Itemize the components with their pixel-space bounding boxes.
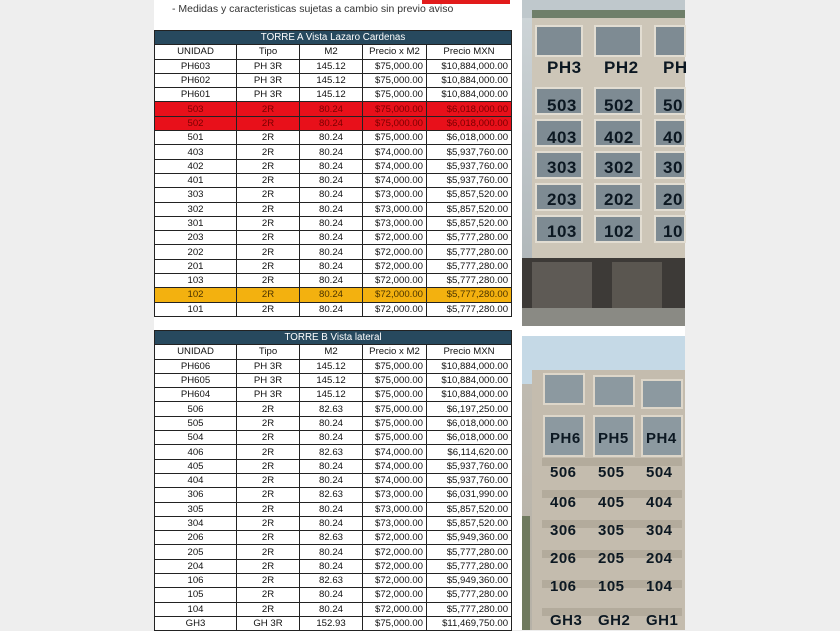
table-row [155,488,512,502]
render-unit-label: 105 [598,578,625,595]
unit-cell: 106 [155,574,237,588]
price-per-m2-cell: $73,000.00 [363,502,427,516]
price-per-m2-cell: $75,000.00 [363,88,427,102]
type-cell: 2R [237,473,300,487]
price-cell: $6,018,000.00 [427,131,512,145]
type-cell: 2R [237,259,300,273]
render-unit-label: 406 [550,494,577,511]
table-row [155,588,512,602]
tower-a-header-row [155,45,512,59]
render-unit-label: 205 [598,550,625,567]
price-per-m2-cell: $72,000.00 [363,602,427,616]
unit-cell: 102 [155,288,237,302]
unit-cell: 203 [155,231,237,245]
render-unit-label: 506 [550,464,577,481]
table-row [155,545,512,559]
render-unit-label: 102 [604,222,634,241]
render-unit-label: 103 [547,222,577,241]
price-per-m2-cell: $72,000.00 [363,259,427,273]
area-cell: 80.24 [300,274,363,288]
table-row [155,473,512,487]
type-cell: 2R [237,145,300,159]
unit-cell: 402 [155,159,237,173]
type-cell: 2R [237,488,300,502]
area-cell: 80.24 [300,173,363,187]
price-per-m2-cell: $72,000.00 [363,302,427,316]
render-unit-label: 402 [604,128,634,147]
price-cell: $5,949,360.00 [427,574,512,588]
unit-cell: 103 [155,274,237,288]
table-row [155,259,512,273]
table-row [155,359,512,373]
unit-cell: 506 [155,402,237,416]
area-cell: 82.63 [300,402,363,416]
area-cell: 145.12 [300,59,363,73]
price-cell: $5,937,760.00 [427,159,512,173]
table-row [155,288,512,302]
table-row [155,59,512,73]
render-unit-label: PH5 [598,430,629,447]
render-unit-label: 503 [547,96,577,115]
price-cell: $10,884,000.00 [427,388,512,402]
area-cell: 80.24 [300,202,363,216]
area-cell: 80.24 [300,131,363,145]
area-cell: 80.24 [300,216,363,230]
price-cell: $5,777,280.00 [427,302,512,316]
type-cell: PH 3R [237,359,300,373]
table-row [155,231,512,245]
render-unit-label: 206 [550,550,577,567]
area-cell: 80.24 [300,588,363,602]
price-per-m2-cell: $75,000.00 [363,388,427,402]
tower-b-render-image [522,336,685,630]
column-header: Precio MXN [427,45,512,59]
area-cell: 82.63 [300,574,363,588]
type-cell: 2R [237,188,300,202]
type-cell: 2R [237,131,300,145]
type-cell: PH 3R [237,373,300,387]
type-cell: 2R [237,445,300,459]
area-cell: 80.24 [300,602,363,616]
price-cell: $5,857,520.00 [427,202,512,216]
price-cell: $5,937,760.00 [427,473,512,487]
unit-cell: 104 [155,602,237,616]
table-row [155,245,512,259]
unit-cell: 204 [155,559,237,573]
area-cell: 80.24 [300,116,363,130]
price-per-m2-cell: $75,000.00 [363,373,427,387]
price-list-sheet [154,0,688,630]
unit-cell: 305 [155,502,237,516]
area-cell: 145.12 [300,359,363,373]
unit-cell: GH3 [155,616,237,630]
price-per-m2-cell: $72,000.00 [363,245,427,259]
price-cell: $5,777,280.00 [427,602,512,616]
price-cell: $6,018,000.00 [427,116,512,130]
price-per-m2-cell: $75,000.00 [363,59,427,73]
price-per-m2-cell: $73,000.00 [363,202,427,216]
price-cell: $10,884,000.00 [427,373,512,387]
render-unit-label: PH4 [646,430,677,447]
unit-cell: 404 [155,473,237,487]
price-cell: $5,777,280.00 [427,231,512,245]
price-cell: $10,884,000.00 [427,88,512,102]
price-per-m2-cell: $75,000.00 [363,102,427,116]
area-cell: 80.24 [300,559,363,573]
render-unit-label: 403 [547,128,577,147]
price-per-m2-cell: $74,000.00 [363,473,427,487]
unit-cell: 205 [155,545,237,559]
render-unit-label: 505 [598,464,625,481]
area-cell: 80.24 [300,159,363,173]
price-per-m2-cell: $72,000.00 [363,531,427,545]
render-unit-label: 106 [550,578,577,595]
price-cell: $5,777,280.00 [427,259,512,273]
price-cell: $5,777,280.00 [427,545,512,559]
price-per-m2-cell: $74,000.00 [363,159,427,173]
type-cell: PH 3R [237,88,300,102]
area-cell: 80.24 [300,102,363,116]
price-cell: $5,857,520.00 [427,216,512,230]
type-cell: PH 3R [237,59,300,73]
type-cell: 2R [237,574,300,588]
type-cell: PH 3R [237,73,300,87]
type-cell: 2R [237,216,300,230]
type-cell: 2R [237,173,300,187]
price-cell: $10,884,000.00 [427,59,512,73]
price-per-m2-cell: $75,000.00 [363,616,427,630]
type-cell: 2R [237,288,300,302]
unit-cell: 101 [155,302,237,316]
render-unit-label: 306 [550,522,577,539]
type-cell: 2R [237,402,300,416]
table-row [155,431,512,445]
table-row [155,373,512,387]
unit-cell: PH604 [155,388,237,402]
type-cell: 2R [237,588,300,602]
table-row [155,102,512,116]
price-per-m2-cell: $72,000.00 [363,231,427,245]
price-per-m2-cell: $74,000.00 [363,145,427,159]
type-cell: 2R [237,274,300,288]
table-row [155,531,512,545]
price-per-m2-cell: $72,000.00 [363,288,427,302]
render-unit-label: 504 [646,464,673,481]
type-cell: 2R [237,416,300,430]
unit-cell: 206 [155,531,237,545]
type-cell: 2R [237,531,300,545]
type-cell: 2R [237,245,300,259]
type-cell: 2R [237,502,300,516]
unit-cell: 502 [155,116,237,130]
render-unit-label: 204 [646,550,673,567]
tower-b-price-table [154,330,512,631]
column-header: Precio x M2 [363,45,427,59]
type-cell: 2R [237,459,300,473]
price-per-m2-cell: $72,000.00 [363,545,427,559]
render-unit-label: 202 [604,190,634,209]
render-unit-label: 405 [598,494,625,511]
area-cell: 145.12 [300,373,363,387]
area-cell: 80.24 [300,302,363,316]
area-cell: 152.93 [300,616,363,630]
area-cell: 145.12 [300,388,363,402]
price-per-m2-cell: $73,000.00 [363,216,427,230]
unit-cell: PH606 [155,359,237,373]
unit-cell: 304 [155,516,237,530]
unit-cell: 202 [155,245,237,259]
tower-a-price-table [154,30,512,317]
price-cell: $11,469,750.00 [427,616,512,630]
tower-a-title: TORRE A Vista Lazaro Cardenas [155,31,512,45]
render-unit-label: GH2 [598,612,631,629]
price-per-m2-cell: $74,000.00 [363,459,427,473]
column-header: UNIDAD [155,345,237,359]
render-unit-label: 104 [646,578,673,595]
render-unit-label: 50 [663,96,683,115]
render-unit-label: 30 [663,158,683,177]
type-cell: 2R [237,159,300,173]
area-cell: 82.63 [300,445,363,459]
unit-cell: PH602 [155,73,237,87]
type-cell: PH 3R [237,388,300,402]
unit-cell: 302 [155,202,237,216]
area-cell: 80.24 [300,502,363,516]
render-unit-label: 305 [598,522,625,539]
unit-cell: 401 [155,173,237,187]
price-per-m2-cell: $74,000.00 [363,173,427,187]
unit-cell: 405 [155,459,237,473]
table-row [155,502,512,516]
price-per-m2-cell: $73,000.00 [363,516,427,530]
type-cell: GH 3R [237,616,300,630]
unit-cell: 504 [155,431,237,445]
render-unit-label: 20 [663,190,683,209]
price-per-m2-cell: $75,000.00 [363,116,427,130]
column-header: UNIDAD [155,45,237,59]
render-unit-label: 303 [547,158,577,177]
render-unit-label: PH6 [550,430,581,447]
render-unit-label: GH1 [646,612,679,629]
column-header: M2 [300,45,363,59]
table-row [155,388,512,402]
price-cell: $6,197,250.00 [427,402,512,416]
price-per-m2-cell: $72,000.00 [363,274,427,288]
type-cell: 2R [237,602,300,616]
table-row [155,116,512,130]
unit-cell: PH605 [155,373,237,387]
price-cell: $5,857,520.00 [427,188,512,202]
table-row [155,559,512,573]
area-cell: 80.24 [300,259,363,273]
price-cell: $6,018,000.00 [427,431,512,445]
type-cell: 2R [237,116,300,130]
area-cell: 82.63 [300,531,363,545]
price-per-m2-cell: $73,000.00 [363,188,427,202]
price-cell: $5,937,760.00 [427,145,512,159]
table-row [155,145,512,159]
render-unit-label: 302 [604,158,634,177]
column-header: M2 [300,345,363,359]
price-cell: $5,777,280.00 [427,245,512,259]
table-row [155,302,512,316]
column-header: Precio x M2 [363,345,427,359]
table-row [155,188,512,202]
tower-b-header-row [155,345,512,359]
render-unit-label: 304 [646,522,673,539]
unit-cell: 403 [155,145,237,159]
type-cell: 2R [237,545,300,559]
price-cell: $10,884,000.00 [427,73,512,87]
price-per-m2-cell: $72,000.00 [363,559,427,573]
table-row [155,131,512,145]
render-unit-label: PH3 [547,58,582,77]
price-cell: $6,031,990.00 [427,488,512,502]
area-cell: 80.24 [300,145,363,159]
price-per-m2-cell: $75,000.00 [363,402,427,416]
price-per-m2-cell: $75,000.00 [363,73,427,87]
price-cell: $5,949,360.00 [427,531,512,545]
area-cell: 80.24 [300,545,363,559]
price-cell: $6,018,000.00 [427,102,512,116]
area-cell: 145.12 [300,73,363,87]
table-row [155,445,512,459]
table-row [155,416,512,430]
unit-cell: 406 [155,445,237,459]
table-row [155,216,512,230]
type-cell: 2R [237,431,300,445]
area-cell: 80.24 [300,188,363,202]
price-cell: $5,937,760.00 [427,173,512,187]
area-cell: 80.24 [300,416,363,430]
table-row [155,173,512,187]
column-header: Tipo [237,345,300,359]
price-cell: $5,857,520.00 [427,502,512,516]
render-unit-label: 40 [663,128,683,147]
price-per-m2-cell: $72,000.00 [363,588,427,602]
area-cell: 145.12 [300,88,363,102]
table-row [155,159,512,173]
render-unit-label: GH3 [550,612,583,629]
price-cell: $5,857,520.00 [427,516,512,530]
unit-cell: 105 [155,588,237,602]
price-per-m2-cell: $75,000.00 [363,431,427,445]
unit-cell: 501 [155,131,237,145]
price-cell: $6,114,620.00 [427,445,512,459]
unit-cell: 301 [155,216,237,230]
render-unit-label: 10 [663,222,683,241]
type-cell: 2R [237,559,300,573]
type-cell: 2R [237,102,300,116]
price-per-m2-cell: $73,000.00 [363,488,427,502]
price-cell: $10,884,000.00 [427,359,512,373]
area-cell: 80.24 [300,231,363,245]
disclaimer-note: - Medidas y caracteristicas sujetas a cambio sin previo aviso [172,3,454,15]
table-row [155,274,512,288]
render-unit-label: 502 [604,96,634,115]
area-cell: 80.24 [300,516,363,530]
area-cell: 80.24 [300,473,363,487]
area-cell: 82.63 [300,488,363,502]
table-row [155,88,512,102]
unit-cell: PH603 [155,59,237,73]
render-unit-label: PH [663,58,688,77]
table-row [155,202,512,216]
column-header: Tipo [237,45,300,59]
price-per-m2-cell: $75,000.00 [363,359,427,373]
type-cell: 2R [237,231,300,245]
type-cell: 2R [237,302,300,316]
price-cell: $5,777,280.00 [427,588,512,602]
render-unit-label: 404 [646,494,673,511]
price-cell: $5,937,760.00 [427,459,512,473]
type-cell: 2R [237,202,300,216]
table-row [155,616,512,630]
unit-cell: 503 [155,102,237,116]
render-unit-label: 203 [547,190,577,209]
render-unit-label: PH2 [604,58,639,77]
price-cell: $5,777,280.00 [427,559,512,573]
area-cell: 80.24 [300,459,363,473]
column-header: Precio MXN [427,345,512,359]
price-per-m2-cell: $75,000.00 [363,416,427,430]
price-cell: $6,018,000.00 [427,416,512,430]
unit-cell: 505 [155,416,237,430]
tower-b-title: TORRE B Vista lateral [155,331,512,345]
type-cell: 2R [237,516,300,530]
table-row [155,574,512,588]
tower-a-render-image [522,0,688,326]
table-row [155,402,512,416]
area-cell: 80.24 [300,431,363,445]
area-cell: 80.24 [300,245,363,259]
price-cell: $5,777,280.00 [427,274,512,288]
price-per-m2-cell: $75,000.00 [363,131,427,145]
area-cell: 80.24 [300,288,363,302]
unit-cell: 201 [155,259,237,273]
price-per-m2-cell: $72,000.00 [363,574,427,588]
unit-cell: 303 [155,188,237,202]
table-row [155,73,512,87]
table-row [155,459,512,473]
unit-cell: PH601 [155,88,237,102]
unit-cell: 306 [155,488,237,502]
table-row [155,602,512,616]
price-cell: $5,777,280.00 [427,288,512,302]
price-per-m2-cell: $74,000.00 [363,445,427,459]
table-row [155,516,512,530]
